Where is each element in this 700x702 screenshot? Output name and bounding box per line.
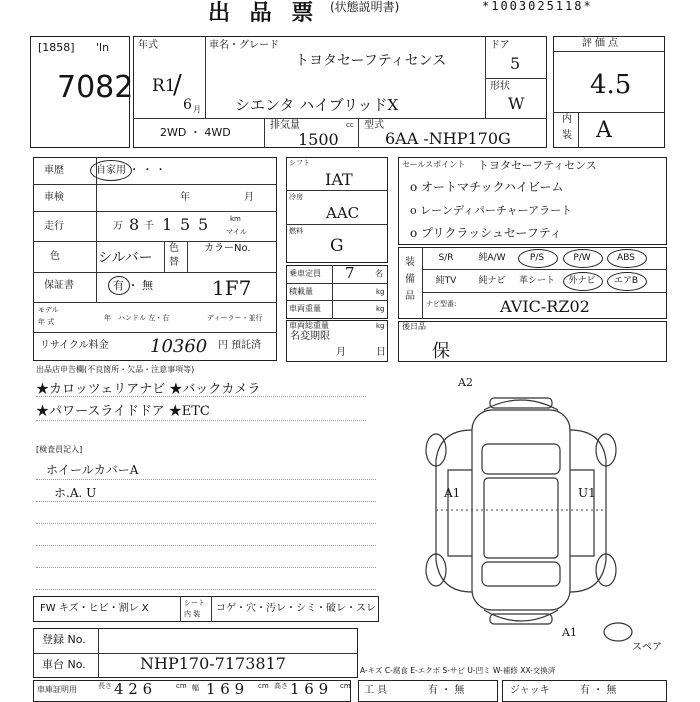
damage-bottom: A1 xyxy=(562,626,577,639)
notes-line-2: ★パワースライドドア ★ETC xyxy=(36,404,210,419)
equip-navi: 純ナビ xyxy=(478,276,506,286)
chassis-label: 車台 No. xyxy=(42,658,86,671)
inspection-year: 年 xyxy=(180,192,190,203)
cc-unit: cc xyxy=(346,121,354,129)
mileage-digit-1: 8 xyxy=(129,215,140,234)
legend: A-キズ C-腐食 E-エクボ S-サビ U-凹ミ W-補修 XX-交換済 xyxy=(360,666,556,675)
warranty-options: 有 ・ 無 xyxy=(113,279,153,292)
cert-label: 車庫証明用 xyxy=(37,685,77,694)
hei-label: 高さ xyxy=(274,682,288,690)
fw-label: FW キズ・ヒビ・割レ X xyxy=(40,603,149,614)
equip-pw: P/W xyxy=(573,253,591,263)
inspector-line-1: ホイールカバーA xyxy=(46,463,139,477)
weight-label: 車両重量 xyxy=(289,304,321,313)
color-change-1: 色 xyxy=(169,243,179,254)
fuel-label: 燃料 xyxy=(289,227,303,235)
handle-options: ハンドル 左・右 xyxy=(118,314,170,322)
chassis-number: NHP170-7173817 xyxy=(140,654,286,673)
model: 6AA -NHP170G xyxy=(385,129,511,148)
door-label: ドア xyxy=(490,40,510,51)
shift-label: シフト xyxy=(289,159,310,167)
gross-label: 車両総重量 xyxy=(289,321,329,330)
mileage-unit-mile: マイル xyxy=(226,228,247,236)
model-year-label-1: モデル xyxy=(38,306,59,314)
colorno: 1F7 xyxy=(212,276,252,300)
seat-damage: コゲ・穴・汚レ・シミ・破レ・スレ xyxy=(216,603,376,614)
doors: 5 xyxy=(510,54,521,73)
cm-2: cm xyxy=(258,682,269,690)
cm-3: cm xyxy=(340,682,351,690)
displacement-label: 排気量 xyxy=(270,120,300,131)
registration-label: 登録 No. xyxy=(42,633,86,646)
page-title: 出 品 票 xyxy=(208,1,320,26)
vehicle-name: トヨタセーフティセンス xyxy=(295,53,447,69)
expiry-label: 名変期限 xyxy=(290,331,330,342)
spare-label: スペア xyxy=(632,642,662,653)
seat-label-1: シート xyxy=(184,599,205,607)
model-label: 型式 xyxy=(364,120,384,131)
mileage-digit-4: 5 xyxy=(198,215,209,234)
year-month: 6 xyxy=(183,97,192,113)
history-table xyxy=(33,157,277,361)
inspector-label: [検査員記入] xyxy=(36,445,83,454)
inspection-month: 月 xyxy=(244,192,254,203)
capacity-unit: 名 xyxy=(375,269,383,278)
grade-label: 評価点 xyxy=(582,38,621,49)
equip-ext-navi: 外ナビ xyxy=(568,276,596,286)
warranty-label: 保証書 xyxy=(44,280,74,291)
tools-label: 工 具 xyxy=(364,685,388,696)
lot-number: 7082 xyxy=(57,70,134,105)
sales-point-1: o オートマチックハイビーム xyxy=(410,180,564,194)
sales-label: セールスポイント xyxy=(402,160,466,169)
equip-aw: 純A/W xyxy=(478,253,506,263)
inspection-label: 車検 xyxy=(44,192,64,203)
seat-label-2: 内 装 xyxy=(184,610,201,618)
load-unit: kg xyxy=(376,288,385,296)
equipment-label-1: 装 xyxy=(405,257,415,268)
cooling-label: 冷房 xyxy=(289,193,303,201)
sales-point-3: o プリクラッシュセーフティ xyxy=(410,226,562,240)
sales-point-2: o レーンディパーチャーアラート xyxy=(410,204,573,217)
later-label: 後日品 xyxy=(402,322,426,331)
jack-label: ジャッキ xyxy=(510,685,550,696)
grade-score: 4.5 xyxy=(590,70,632,100)
name-label: 車名・グレード xyxy=(209,40,279,51)
capacity: 7 xyxy=(345,264,355,282)
expiry-day: 日 xyxy=(376,347,386,358)
color-name: シルバー xyxy=(98,250,153,266)
equip-airbag-circle xyxy=(607,272,647,291)
vehicle-grade: シエンタ ハイブリッドX xyxy=(235,96,399,114)
weight-unit: kg xyxy=(376,305,385,313)
warranty-circle xyxy=(108,276,130,295)
equip-leather: 革シート xyxy=(518,276,555,286)
equip-sr: S/R xyxy=(438,253,454,263)
interior-grade: A xyxy=(596,118,612,143)
equip-ps-circle xyxy=(518,249,558,268)
width: 1 6 9 xyxy=(206,680,245,698)
sales-heading: トヨタセーフティセンス xyxy=(478,159,597,172)
equip-abs-circle xyxy=(607,249,647,268)
expiry-month: 月 xyxy=(336,347,346,358)
year-era: R1 xyxy=(152,76,176,96)
month-unit: 月 xyxy=(193,105,201,114)
wid-label: 幅 xyxy=(192,684,199,692)
displacement: 1500 xyxy=(298,130,339,149)
notes-line-1: ★カロッツェリアナビ ★バックカメラ xyxy=(36,382,261,397)
year-label: 年式 xyxy=(138,40,158,51)
equip-ps: P/S xyxy=(529,253,545,263)
history-label: 車歴 xyxy=(44,165,64,176)
dealer-options: ディーラー・並行 xyxy=(207,314,263,322)
equip-ext-navi-circle xyxy=(563,272,603,291)
damage-right: U1 xyxy=(578,486,596,500)
drive: 2WD ・ 4WD xyxy=(160,126,231,139)
mileage-man: 万 xyxy=(113,221,123,232)
mileage-digit-2: 1 xyxy=(162,215,173,234)
length: 4 2 6 xyxy=(114,680,153,698)
history-circle xyxy=(90,160,132,181)
load-label: 積載量 xyxy=(289,287,313,296)
gross-unit: kg xyxy=(376,322,385,330)
cooling: AAC xyxy=(326,204,360,222)
shift: IAT xyxy=(325,170,353,189)
recycle-label: リサイクル料金 xyxy=(40,340,109,351)
capacity-label: 乗車定員 xyxy=(289,269,321,278)
mileage-unit-km: km xyxy=(230,215,241,223)
equip-pw-circle xyxy=(563,249,603,268)
year-slash: / xyxy=(173,70,182,100)
shape: W xyxy=(508,94,525,113)
page-subtitle: (状態説明書) xyxy=(330,0,400,14)
cm-1: cm xyxy=(176,682,187,690)
len-label: 長さ xyxy=(98,682,112,690)
fuel: G xyxy=(330,236,344,256)
equip-abs: ABS xyxy=(617,253,635,263)
shape-label: 形状 xyxy=(490,81,510,92)
equip-tv: 純TV xyxy=(435,276,457,286)
height: 1 6 9 xyxy=(290,680,329,698)
damage-top: A2 xyxy=(458,376,473,389)
color-change-2: 替 xyxy=(169,257,179,268)
notes-label: 出品店申告欄(不良箇所・欠品・注意事項等) xyxy=(36,365,195,374)
recycle-unit: 円 預託済 xyxy=(218,340,262,351)
model-year-label-2: 年 式 xyxy=(38,318,55,326)
lot-tag: [1858] xyxy=(38,41,75,54)
car-diagram xyxy=(400,370,650,650)
mileage-label: 走行 xyxy=(44,221,64,232)
navi-label: ナビ型番: xyxy=(426,300,457,308)
color-label: 色 xyxy=(50,251,60,262)
recycle-amount: 10360 xyxy=(150,336,208,357)
damage-left: A1 xyxy=(444,486,461,500)
lot-suffix: 'ln xyxy=(96,41,110,54)
later-value: 保 xyxy=(432,341,450,362)
mileage-digit-3: 5 xyxy=(180,215,191,234)
inspector-line-2: ホ.A. U xyxy=(54,486,97,500)
model-year-unit: 年 xyxy=(104,314,111,322)
jack-options: 有 ・ 無 xyxy=(580,685,617,696)
history-options: 自家用 ・ ・ ・ xyxy=(96,165,166,176)
equipment-label-2: 備 xyxy=(405,274,415,285)
interior-label-2: 装 xyxy=(562,130,572,141)
interior-label-1: 内 xyxy=(562,114,572,125)
equipment-label-3: 品 xyxy=(405,291,415,302)
tools-options: 有 ・ 無 xyxy=(428,685,465,696)
navi-model: AVIC-RZ02 xyxy=(500,297,590,316)
mileage-sen: 千 xyxy=(144,221,154,232)
colorno-label: カラーNo. xyxy=(204,243,251,254)
barcode-text: *1003025118* xyxy=(482,0,593,13)
equip-airbag: エアB xyxy=(613,276,639,286)
